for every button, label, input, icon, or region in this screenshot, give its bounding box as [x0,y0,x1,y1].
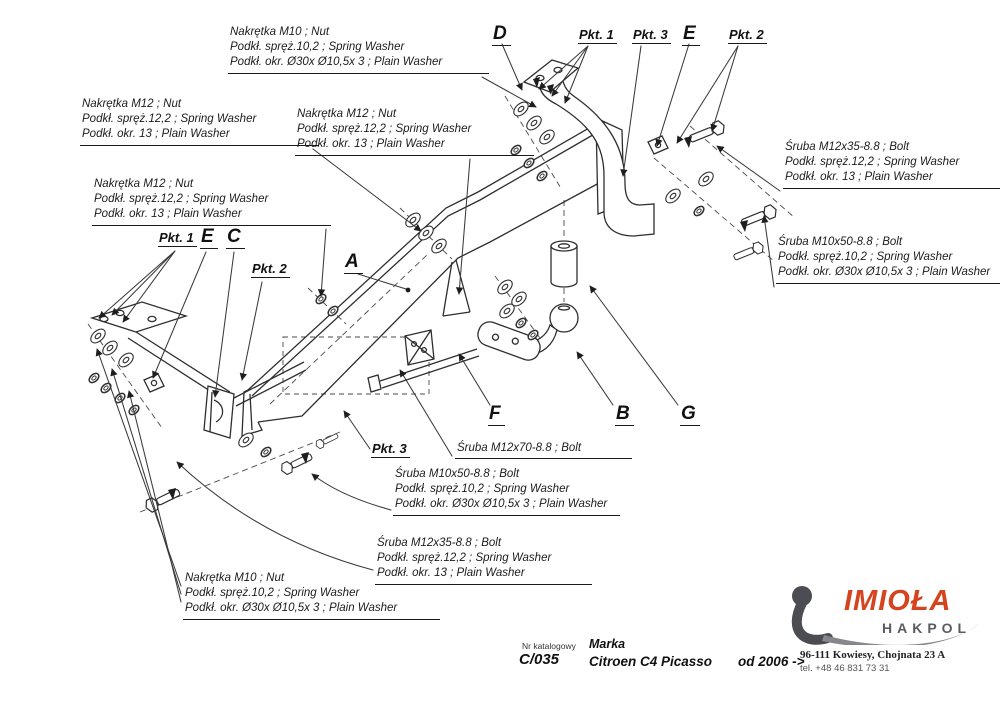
callout-line: Podkł. okr. Ø30x Ø10,5x 3 ; Plain Washer [778,266,991,279]
callout-bolt-m12x35-right [783,140,1000,189]
callout-nut-m12-center [295,107,534,156]
callout-bolt-m10x50-bottom [393,467,620,516]
part-label-g: G [680,404,700,426]
callout-line: Podkł. okr. 13 ; Plain Washer [297,138,445,151]
crossbar-beam [242,118,624,436]
callout-line: Podkł. okr. 13 ; Plain Washer [82,128,230,141]
vehicle-name: Citroen C4 Picasso [589,654,713,669]
callout-line: Podkł. spręż.10,2 ; Spring Washer [395,483,570,496]
callout-line: Śruba M12x35-8.8 ; Bolt [785,141,910,153]
callout-line: Śruba M10x50-8.8 ; Bolt [395,468,520,480]
construction-axes [88,96,795,512]
company-logo [780,583,995,693]
part-label-d: D [492,24,511,46]
callout-line: Podkł. spręż.12,2 ; Spring Washer [785,156,960,169]
callout-line: Nakrętka M10 ; Nut [185,572,285,584]
callout-line: Podkł. okr. Ø30x Ø10,5x 3 ; Plain Washer [185,602,398,615]
callout-nut-m12-left-lower [92,177,331,226]
point-label-pkt2-top: Pkt. 2 [728,28,767,44]
logo-subbrand-text: HAKPOL [882,620,972,636]
callout-line: Podkł. spręż.12,2 ; Spring Washer [94,193,269,206]
callout-line: Nakrętka M12 ; Nut [94,178,194,190]
point-label-pkt1-left: Pkt. 1 [158,231,197,247]
point-label-pkt3-top: Pkt. 3 [632,28,671,44]
callout-line: Śruba M10x50-8.8 ; Bolt [778,236,903,248]
part-label-e-top: E [682,24,700,46]
callout-line: Podkł. okr. Ø30x Ø10,5x 3 ; Plain Washer [230,56,443,69]
callout-line: Podkł. okr. Ø30x Ø10,5x 3 ; Plain Washer [395,498,608,511]
callout-nut-m10-top [228,25,489,74]
catalog-number: C/035 [519,651,560,668]
callout-nut-m10-bottom [183,571,440,620]
point-label-pkt3-bottom: Pkt. 3 [371,442,410,458]
callout-line: Nakrętka M12 ; Nut [297,108,397,120]
callout-bolt-m12x70 [455,441,632,459]
callout-line: Podkł. okr. 13 ; Plain Washer [94,208,242,221]
company-address: 96-111 Kowiesy, Chojnata 23 A [800,649,946,661]
callout-nut-m12-left-upper [80,97,319,146]
brand-label: Marka [589,637,626,651]
callout-line: Podkł. spręż.12,2 ; Spring Washer [297,123,472,136]
part-label-c: C [226,227,245,249]
vehicle-validity: od 2006 -> [738,654,805,669]
side-bracket-left [92,302,306,438]
catalog-number-label: Nr katalogowy [522,641,576,651]
callout-line: Nakrętka M12 ; Nut [82,98,182,110]
callout-line: Podkł. spręż.10,2 ; Spring Washer [230,41,405,54]
callout-line: Podkł. spręż.10,2 ; Spring Washer [185,587,360,600]
point-label-pkt1-top: Pkt. 1 [578,28,617,44]
part-label-f: F [488,404,505,426]
callout-line: Podkł. spręż.12,2 ; Spring Washer [377,552,552,565]
callout-line: Śruba M12x35-8.8 ; Bolt [377,537,502,549]
logo-brand-text: IMIOŁA [844,585,952,617]
vehicle-model [589,654,804,669]
callout-line: Śruba M12x70-8.8 ; Bolt [457,442,582,454]
callout-bolt-m10x50-right [776,235,1000,284]
company-phone: tel. +48 46 831 73 31 [800,663,890,674]
callout-line: Podkł. okr. 13 ; Plain Washer [785,171,933,184]
callout-line: Podkł. spręż.10,2 ; Spring Washer [778,251,953,264]
callout-line: Podkł. spręż.12,2 ; Spring Washer [82,113,257,126]
part-label-e-left: E [200,227,218,249]
part-label-a: A [344,252,363,274]
callout-line: Nakrętka M10 ; Nut [230,26,330,38]
point-label-pkt2-left: Pkt. 2 [251,262,290,278]
part-label-b: B [615,404,634,426]
callout-line: Podkł. okr. 13 ; Plain Washer [377,567,525,580]
